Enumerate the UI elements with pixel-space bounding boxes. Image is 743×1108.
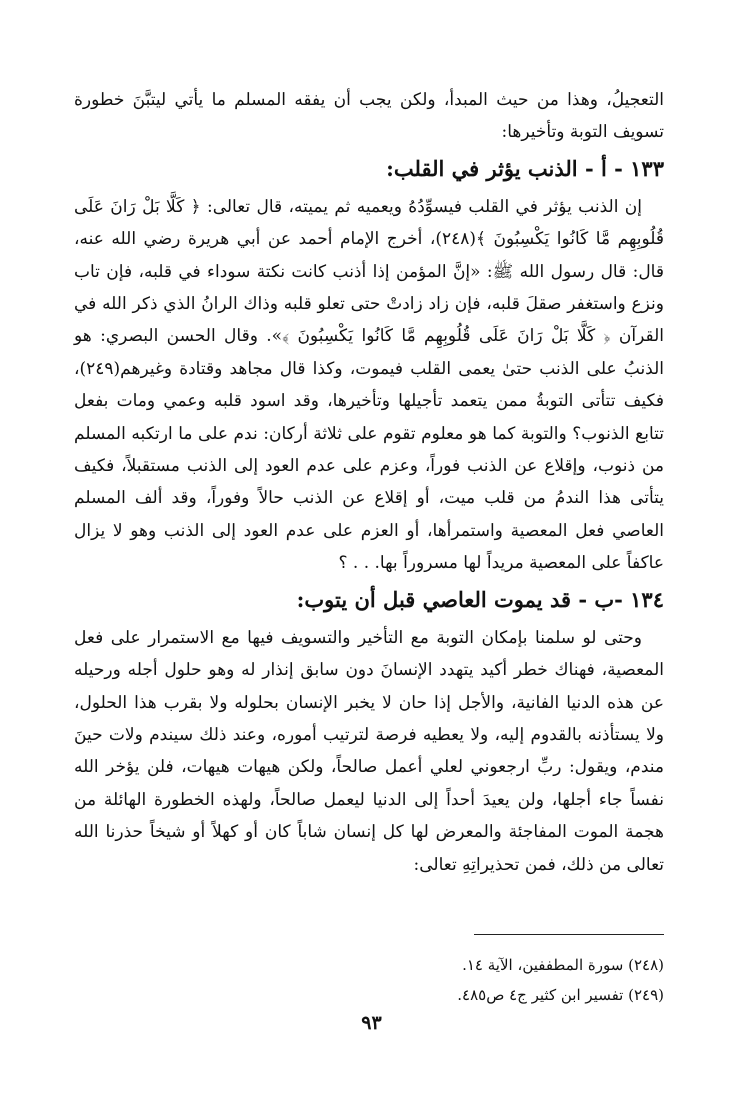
section-134-paragraph: وحتى لو سلمنا بإمكان التوبة مع التأخير والتسويف فيها مع الاستمرار على فعل المعصية، فهناك خطر أكيد يتهدد الإنسانَ دون سابق إنذار له وهو حلول أجله ورحيله عن هذه الدنيا الفانية، والأجل إذا حان لا يخبر الإنسان بحلوله ولا بقرب هذا الحلول، ولا يستأذنه بالقدوم إليه، ولا يعطيه فرصة لترتيب أموره، وعند ذلك سيندم ولات حينَ مندم، ويقول: ربِّ ارجعوني لعلي أعمل صالحاً، ولكن هيهات هيهات، فلن يؤخر الله نفساً جاء أجلها، ولن يعيدَ أحداً إلى الدنيا ليعمل صالحاً، ولهذه الخطورة الهائلة من هجمة الموت المفاجئة والمعرض لها كل إنسان شاباً كان أو كهلاً أو شيخاً حذرنا الله تعالى من ذلك، فمن تحذيراتِهِ تعالى: (74, 627, 664, 875)
section-134-heading: ١٣٤ -ب - قد يموت العاصي قبل أن يتوب: (296, 586, 664, 612)
footnote-248: (٢٤٨) سورة المطففين، الآية ١٤. (462, 956, 664, 974)
intro-paragraph: التعجيلُ، وهذا من حيث المبدأ، ولكن يجب أن يفقه المسلم ما يأتي ليتبَّنَ خطورة تسويف التوبة وتأخيرها: (74, 90, 664, 143)
page-body (74, 84, 664, 881)
section-133-paragraph: إن الذنب يؤثر في القلب فيسوِّدُهُ ويعميه ثم يميته، قال تعالى: ﴿ كَلَّا بَلْ رَانَ عَلَى قُلُوبِهِم مَّا كَانُوا يَكْسِبُونَ ﴾(٢٤٨)، أخرج الإمام أحمد عن أبي هريرة رضي الله عنه، قال: قال رسول الله ﷺ: «إنَّ المؤمن إذا أذنب كانت نكتة سوداء في قلبه، فإن تاب ونزع واستغفر صقلَ قلبه، فإن زاد زادتْ حتى تعلو قلبه وذاك الرانُ الذي ذكر الله في القرآن ﴿ كَلَّا بَلْ رَانَ عَلَى قُلُوبِهِم مَّا كَانُوا يَكْسِبُونَ ﴾». وقال الحسن البصري: هو الذنبُ على الذنب حتىٰ يعمى القلب فيموت، وكذا قال مجاهد وقتادة وغيرهم(٢٤٩)، فكيف تتأتى التوبةُ ممن يتعمد تأجيلها وتأخيرها، وقد اسود قلبه وعمي ومات بفعل تتابع الذنوب؟ والتوبة كما هو معلوم تقوم على ثلاثة أركان: ندم على ما ارتكبه المسلم من ذنوب، وإقلاع عن الذنب فوراً، وعزم على عدم العود إلى الذنب مستقبلاً، فكيف يتأتى هذا الندمُ من قلب ميت، أو إقلاع عن الذنب حالاً وفوراً، وقد ألف المسلم العاصي فعل المعصية واستمرأها، أو العزم على عدم العود إلى الذنب وهو لا يزال عاكفاً على المعصية مريداً لها مسروراً بها. . . ؟ (74, 196, 664, 574)
footnotes (74, 950, 664, 1010)
page-number: ٩٣ (361, 1012, 382, 1034)
footnote-249: (٢٤٩) تفسير ابن كثير ج٤ ص٤٨٥. (457, 986, 664, 1004)
footnote-divider (474, 934, 664, 935)
section-133-heading: ١٣٣ - أ - الذنب يؤثر في القلب: (386, 155, 664, 181)
